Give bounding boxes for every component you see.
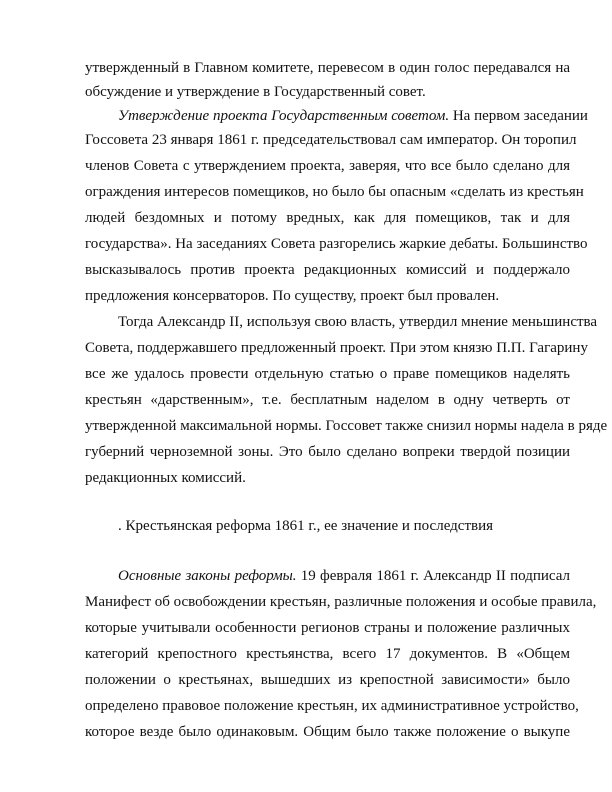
- paragraph-first-line: [118, 566, 570, 586]
- text-line: которое везде было одинаковым. Общим было также положение о выкупе: [85, 724, 570, 740]
- text-line: Госсовета 23 января 1861 г. председательствовал сам император. Он торопил: [85, 132, 577, 148]
- text-fragment: На первом заседании: [449, 108, 588, 124]
- section-title: . Крестьянская реформа 1861 г., ее значение и последствия: [118, 518, 494, 534]
- paragraph-heading: Основные законы реформы.: [118, 568, 297, 584]
- text-line: которые учитывали особенности регионов страны и положение различных: [85, 620, 570, 636]
- text-line: обсуждение и утверждение в Государственный совет.: [85, 84, 426, 100]
- text-line: высказывалось против проекта редакционных комиссий и поддержало: [85, 262, 570, 278]
- text-line: членов Совета с утверждением проекта, заверяя, что все было сделано для: [85, 158, 570, 174]
- text-line: категорий крепостного крестьянства, всего 17 документов. В «Общем: [85, 646, 570, 662]
- text-line: Тогда Александр II, используя свою власть, утвердил мнение меньшинства: [118, 314, 598, 330]
- text-line: людей бездомных и потому вредных, как для помещиков, так и для: [85, 210, 570, 226]
- text-line: Манифест об освобождении крестьян, различные положения и особые правила,: [85, 594, 597, 610]
- text-line: редакционных комиссий.: [85, 470, 246, 486]
- text-line: предложения консерваторов. По существу, проект был провален.: [85, 288, 500, 304]
- text-line: ограждения интересов помещиков, но было бы опасным «сделать из крестьян: [85, 184, 584, 200]
- text-line: утвержденный в Главном комитете, перевесом в один голос передавался на: [85, 60, 570, 76]
- text-line: крестьян «дарственным», т.е. бесплатным наделом в одну четверть от: [85, 392, 570, 408]
- text-line: все же удалось провести отдельную статью о праве помещиков наделять: [85, 366, 570, 382]
- text-line: Совета, поддержавшего предложенный проект. При этом князю П.П. Гагарину: [85, 340, 588, 356]
- paragraph-first-line: [118, 106, 588, 126]
- paragraph-heading: Утверждение проекта Государственным советом.: [118, 108, 450, 124]
- text-line: утвержденной максимальной нормы. Госсовет также снизил нормы надела в ряде: [85, 418, 608, 434]
- text-line: губерний черноземной зоны. Это было сделано вопреки твердой позиции: [85, 444, 570, 460]
- text-fragment: 19 февраля 1861 г. Александр II подписал: [296, 568, 570, 584]
- text-line: определено правовое положение крестьян, их административное устройство,: [85, 698, 579, 714]
- text-line: положении о крестьянах, вышедших из крепостной зависимости» было: [85, 672, 570, 688]
- text-line: государства». На заседаниях Совета разгорелись жаркие дебаты. Большинство: [85, 236, 588, 252]
